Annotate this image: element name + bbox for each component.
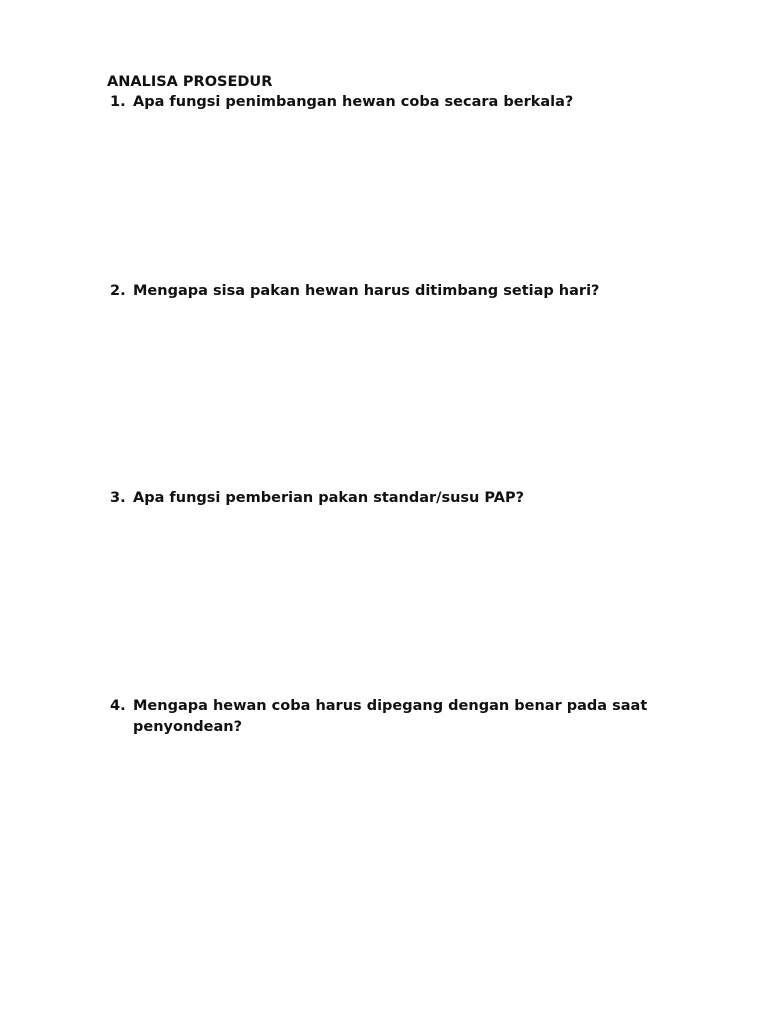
document-title: ANALISA PROSEDUR bbox=[107, 74, 273, 90]
question-text: Apa fungsi penimbangan hewan coba secara berkala? bbox=[133, 94, 574, 110]
question-item bbox=[110, 281, 680, 302]
question-number: 4. bbox=[110, 698, 126, 714]
question-item bbox=[110, 92, 680, 113]
question-text: Mengapa sisa pakan hewan harus ditimbang setiap hari? bbox=[133, 283, 600, 299]
question-text: Mengapa hewan coba harus dipegang dengan benar pada saat penyondean? bbox=[133, 698, 648, 735]
question-number: 2. bbox=[110, 283, 126, 299]
question-item bbox=[110, 488, 680, 509]
question-number: 3. bbox=[110, 490, 126, 506]
question-number: 1. bbox=[110, 94, 126, 110]
question-text: Apa fungsi pemberian pakan standar/susu PAP? bbox=[133, 490, 524, 506]
question-item bbox=[110, 696, 680, 738]
